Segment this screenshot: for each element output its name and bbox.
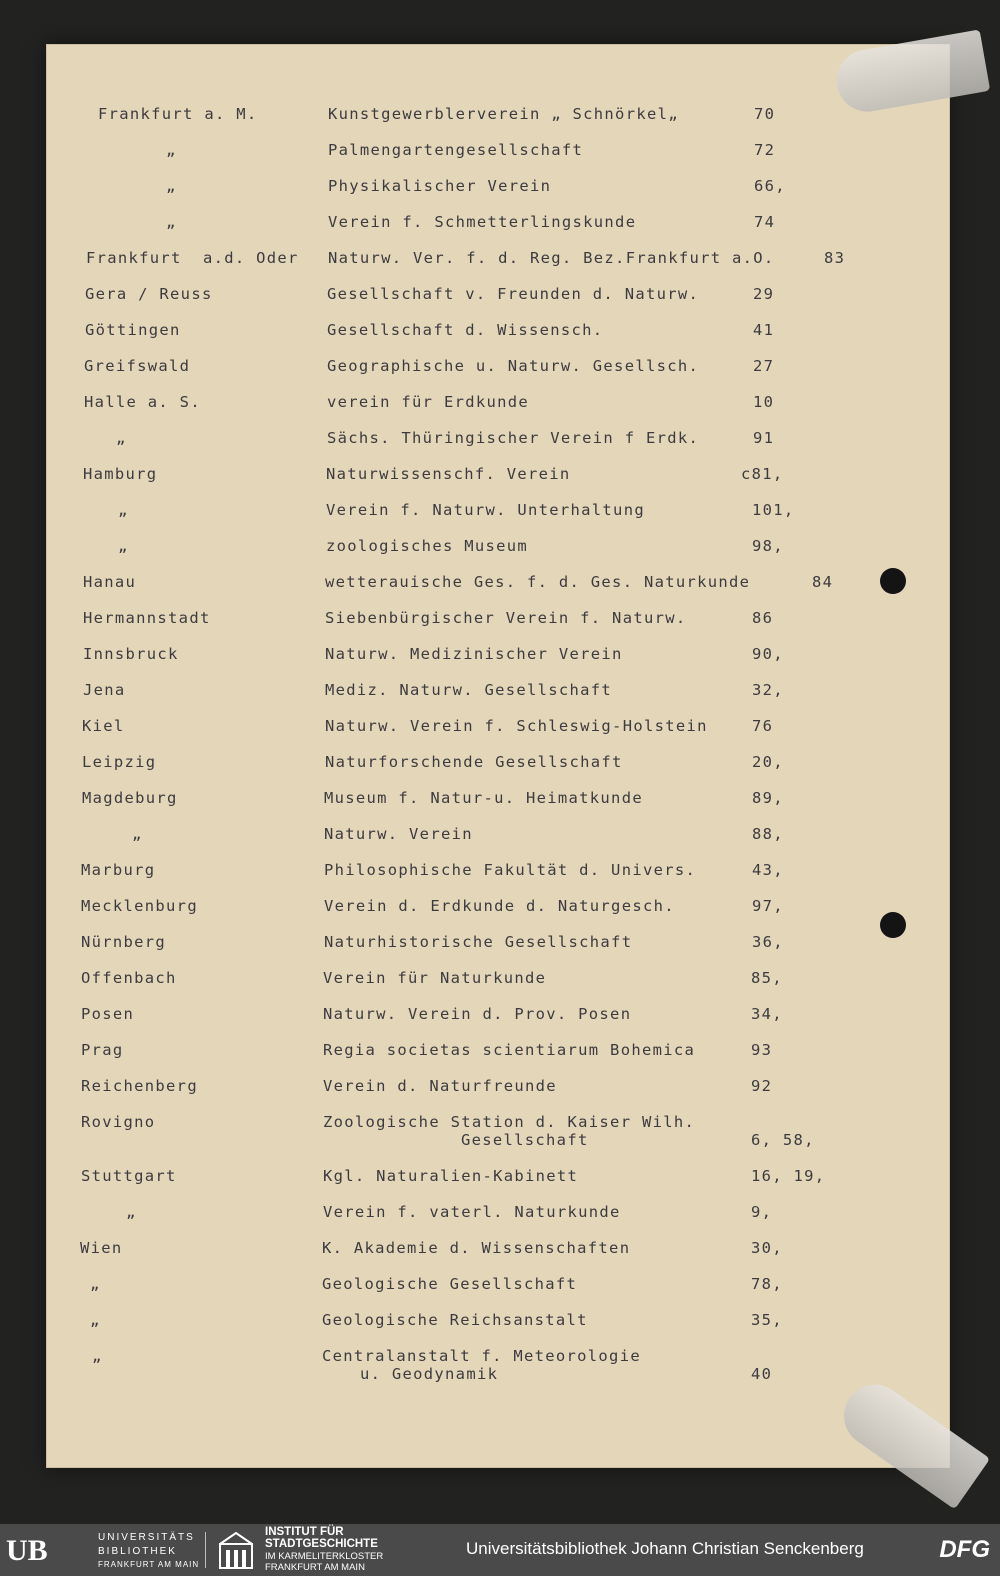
ditto-mark: „: [118, 537, 129, 555]
document-page: [46, 44, 950, 1468]
organization: Naturw. Verein: [324, 825, 473, 843]
city: Marburg: [81, 861, 156, 879]
number: 34,: [751, 1005, 783, 1023]
ditto-mark: „: [90, 1311, 101, 1329]
organization: Naturwissenschf. Verein: [326, 465, 571, 483]
number: 74: [754, 213, 776, 231]
ditto-mark: „: [166, 177, 177, 195]
number: 43,: [752, 861, 784, 879]
organization: Mediz. Naturw. Gesellschaft: [325, 681, 613, 699]
ditto-mark: „: [166, 213, 177, 231]
city: Hamburg: [83, 465, 158, 483]
city: Innsbruck: [83, 645, 179, 663]
organization: wetterauische Ges. f. d. Ges. Naturkunde: [325, 573, 751, 591]
organization: Museum f. Natur-u. Heimatkunde: [324, 789, 643, 807]
organization: Verein d. Naturfreunde: [323, 1077, 557, 1095]
number: 84: [812, 573, 834, 591]
number: 93: [751, 1041, 773, 1059]
number: 30,: [751, 1239, 783, 1257]
number: 83: [824, 249, 846, 267]
organization: Palmengartengesellschaft: [328, 141, 584, 159]
organization: Zoologische Station d. Kaiser Wilh.: [323, 1113, 696, 1131]
organization: Verein f. Naturw. Unterhaltung: [326, 501, 645, 519]
organization: Physikalischer Verein: [328, 177, 552, 195]
number: 90,: [752, 645, 784, 663]
footer-separator: [205, 1532, 206, 1568]
ub-line-3: FRANKFURT AM MAIN: [98, 1560, 200, 1569]
organization: Philosophische Fakultät d. Univers.: [324, 861, 697, 879]
city: Frankfurt a.d. Oder: [86, 249, 299, 267]
ditto-mark: „: [126, 1203, 137, 1221]
city: Leipzig: [82, 753, 157, 771]
library-name: Universitätsbibliothek Johann Christian Senckenberg: [466, 1539, 864, 1558]
organization: Sächs. Thüringischer Verein f Erdk.: [327, 429, 700, 447]
organization: Verein d. Erdkunde d. Naturgesch.: [324, 897, 675, 915]
dfg-logo: DFG: [939, 1536, 990, 1563]
city: Prag: [81, 1041, 124, 1059]
organization: Siebenbürgischer Verein f. Naturw.: [325, 609, 687, 627]
city: Göttingen: [85, 321, 181, 339]
organization: Gesellschaft v. Freunden d. Naturw.: [327, 285, 700, 303]
organization: Centralanstalt f. Meteorologie: [322, 1347, 641, 1365]
number: 16, 19,: [751, 1167, 826, 1185]
ditto-mark: „: [132, 825, 143, 843]
number: 41: [753, 321, 775, 339]
number: 35,: [751, 1311, 783, 1329]
number: 40: [751, 1365, 773, 1383]
number: 97,: [752, 897, 784, 915]
institute-line-3: IM KARMELITERKLOSTER: [265, 1551, 384, 1562]
number: 86: [752, 609, 774, 627]
city: Magdeburg: [82, 789, 178, 807]
organization-continuation: u. Geodynamik: [360, 1365, 499, 1383]
organization: Geologische Gesellschaft: [322, 1275, 578, 1293]
organization: zoologisches Museum: [326, 537, 529, 555]
number: 9,: [751, 1203, 773, 1221]
city: Hermannstadt: [83, 609, 211, 627]
ditto-mark: „: [166, 141, 177, 159]
organization: Verein f. Schmetterlingskunde: [328, 213, 637, 231]
number: 72: [754, 141, 776, 159]
organization: verein für Erdkunde: [327, 393, 530, 411]
number: 89,: [752, 789, 784, 807]
city: Jena: [83, 681, 126, 699]
organization: Geologische Reichsanstalt: [322, 1311, 588, 1329]
paper-clip-top: [832, 29, 990, 116]
city: Wien: [80, 1239, 123, 1257]
city: Stuttgart: [81, 1167, 177, 1185]
organization: Naturhistorische Gesellschaft: [324, 933, 633, 951]
number: 36,: [752, 933, 784, 951]
number: 85,: [751, 969, 783, 987]
number: 66,: [754, 177, 786, 195]
organization: Regia societas scientiarum Bohemica: [323, 1041, 696, 1059]
footer-bar: [0, 1524, 1000, 1576]
ditto-mark: „: [116, 429, 127, 447]
city: Halle a. S.: [84, 393, 201, 411]
city: Frankfurt a. M.: [98, 105, 258, 123]
city: Posen: [81, 1005, 135, 1023]
number: 20,: [752, 753, 784, 771]
number: 10: [753, 393, 775, 411]
institute-line-4: FRANKFURT AM MAIN: [265, 1562, 365, 1573]
number: 88,: [752, 825, 784, 843]
number: 27: [753, 357, 775, 375]
city: Offenbach: [81, 969, 177, 987]
number: 91: [753, 429, 775, 447]
organization: Naturw. Medizinischer Verein: [325, 645, 623, 663]
ditto-mark: „: [118, 501, 129, 519]
city: Hanau: [83, 573, 137, 591]
ub-line-2: BIBLIOTHEK: [98, 1546, 177, 1557]
city: Mecklenburg: [81, 897, 198, 915]
number: c81,: [741, 465, 784, 483]
city: Kiel: [82, 717, 125, 735]
institute-line-1: INSTITUT FÜR: [265, 1526, 344, 1538]
organization: Naturw. Verein d. Prov. Posen: [323, 1005, 632, 1023]
ub-line-1: UNIVERSITÄTS: [98, 1532, 195, 1543]
institute-line-2: STADTGESCHICHTE: [265, 1538, 378, 1550]
number: 101,: [752, 501, 795, 519]
ub-logo: UB: [6, 1534, 48, 1567]
number: 32,: [752, 681, 784, 699]
ditto-mark: „: [90, 1275, 101, 1293]
number: 98,: [752, 537, 784, 555]
city: Gera / Reuss: [85, 285, 213, 303]
institute-building-icon: [216, 1530, 256, 1570]
organization: Geographische u. Naturw. Gesellsch.: [327, 357, 700, 375]
organization-continuation: Gesellschaft: [461, 1131, 589, 1149]
ditto-mark: „: [92, 1347, 103, 1365]
punch-hole: [880, 912, 906, 938]
punch-hole: [880, 568, 906, 594]
organization: K. Akademie d. Wissenschaften: [322, 1239, 631, 1257]
organization: Naturforschende Gesellschaft: [325, 753, 623, 771]
number: 70: [754, 105, 776, 123]
number: 29: [753, 285, 775, 303]
organization: Naturw. Ver. f. d. Reg. Bez.Frankfurt a.O.: [328, 249, 775, 267]
number: 78,: [751, 1275, 783, 1293]
organization: Verein f. vaterl. Naturkunde: [323, 1203, 621, 1221]
city: Nürnberg: [81, 933, 167, 951]
city: Greifswald: [84, 357, 191, 375]
city: Rovigno: [81, 1113, 156, 1131]
number: 6, 58,: [751, 1131, 815, 1149]
city: Reichenberg: [81, 1077, 198, 1095]
organization: Kunstgewerblerverein „ Schnörkel„: [328, 105, 679, 123]
organization: Verein für Naturkunde: [323, 969, 547, 987]
organization: Naturw. Verein f. Schleswig-Holstein: [325, 717, 708, 735]
organization: Gesellschaft d. Wissensch.: [327, 321, 604, 339]
number: 76: [752, 717, 774, 735]
number: 92: [751, 1077, 773, 1095]
organization: Kgl. Naturalien-Kabinett: [323, 1167, 579, 1185]
